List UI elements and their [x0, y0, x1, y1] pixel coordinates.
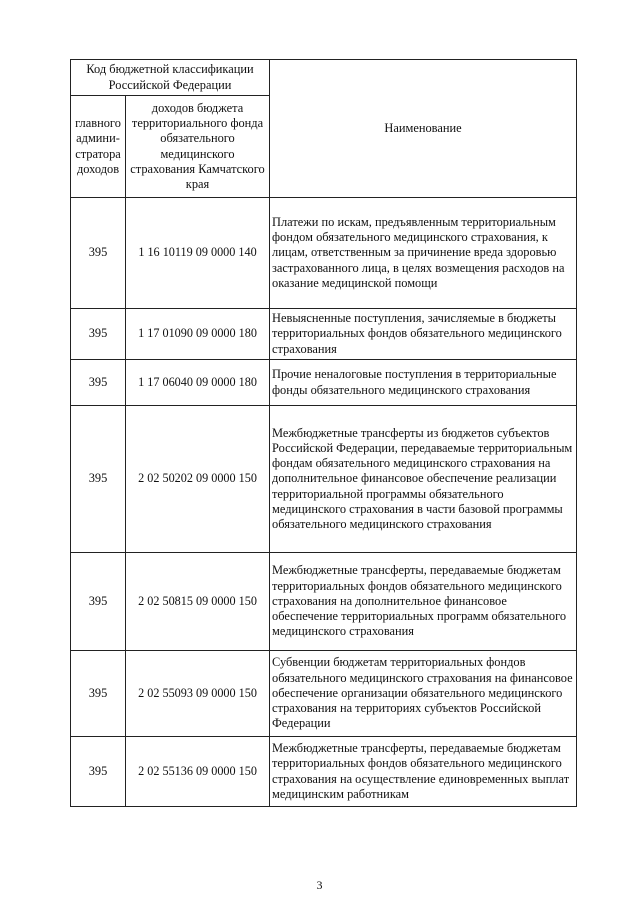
name-cell: Платежи по искам, предъявленным территориальным фондом обязательного медицинского страхования, к лицам, ответственным за причинение вреда здоровью застрахованного лица, в целях возмещения расходов на оказание медицинской помощи	[270, 198, 577, 309]
table-header-row	[71, 60, 577, 96]
name-cell: Невыясненные поступления, зачисляемые в бюджеты территориальных фондов обязательного медицинского страхования	[270, 309, 577, 360]
income-code-cell: 1 16 10119 09 0000 140	[126, 198, 270, 309]
table-row	[71, 309, 577, 360]
admin-code-cell: 395	[71, 651, 126, 737]
table-row	[71, 737, 577, 807]
header-classification-code: Код бюджетной классификации Российской Федерации	[71, 60, 270, 96]
name-cell: Прочие неналоговые поступления в территориальные фонды обязательного медицинского страхования	[270, 360, 577, 406]
table-row	[71, 360, 577, 406]
budget-classification-table	[70, 59, 577, 807]
page-number: 3	[316, 878, 323, 892]
admin-code-cell: 395	[71, 406, 126, 553]
admin-code-cell: 395	[71, 309, 126, 360]
table-row	[71, 406, 577, 553]
income-code-cell: 2 02 50202 09 0000 150	[126, 406, 270, 553]
admin-code-cell: 395	[71, 553, 126, 651]
header-main-administrator: главного админи-стратора доходов	[71, 96, 126, 198]
income-code-cell: 2 02 55136 09 0000 150	[126, 737, 270, 807]
name-cell: Межбюджетные трансферты, передаваемые бюджетам территориальных фондов обязательного медицинского страхования на дополнительное финансовое обеспечение территориальных программ обязательного медицинского страхования	[270, 553, 577, 651]
admin-code-cell: 395	[71, 360, 126, 406]
income-code-cell: 2 02 55093 09 0000 150	[126, 651, 270, 737]
income-code-cell: 1 17 06040 09 0000 180	[126, 360, 270, 406]
admin-code-cell: 395	[71, 198, 126, 309]
name-cell: Субвенции бюджетам территориальных фондов обязательного медицинского страхования на финансовое обеспечение организации обязательного медицинского страхования на территориях субъектов Российской Федерации	[270, 651, 577, 737]
header-fund-income: доходов бюджета территориального фонда обязательного медицинского страхования Камчатского края	[126, 96, 270, 198]
name-cell: Межбюджетные трансферты, передаваемые бюджетам территориальных фондов обязательного медицинского страхования на осуществление единовременных выплат медицинским работникам	[270, 737, 577, 807]
income-code-cell: 2 02 50815 09 0000 150	[126, 553, 270, 651]
header-name: Наименование	[270, 60, 577, 198]
name-cell: Межбюджетные трансферты из бюджетов субъектов Российской Федерации, передаваемые территориальным фондам обязательного медицинского страхования на дополнительное финансовое обеспечение реализации территориальной программы обязательного медицинского страхования в части базовой программы обязательного медицинского страхования	[270, 406, 577, 553]
table-row	[71, 198, 577, 309]
income-code-cell: 1 17 01090 09 0000 180	[126, 309, 270, 360]
admin-code-cell: 395	[71, 737, 126, 807]
table-row	[71, 651, 577, 737]
table-row	[71, 553, 577, 651]
